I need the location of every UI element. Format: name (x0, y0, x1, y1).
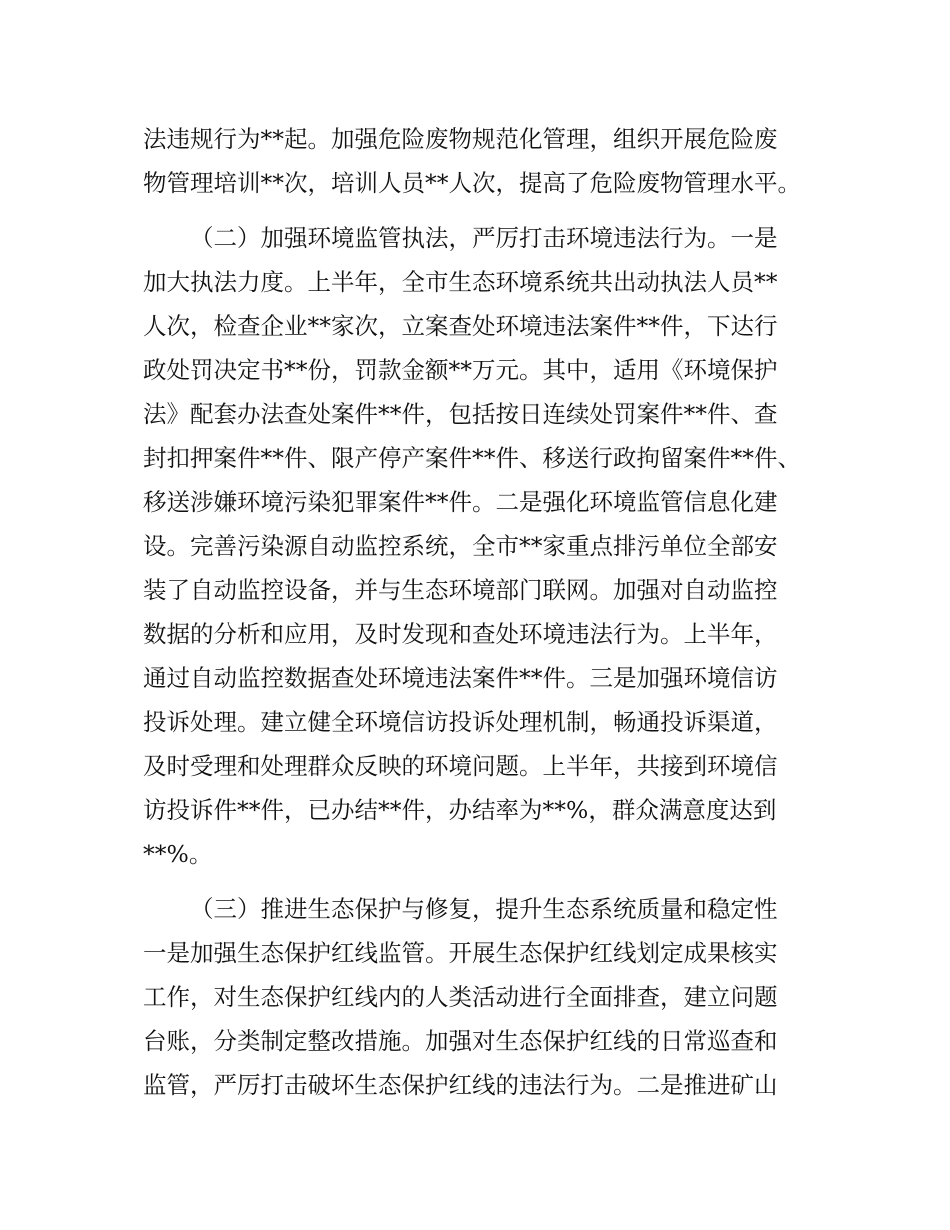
section-heading: （三）推进生态保护与修复，提升生态系统质量和稳定性 (190, 895, 778, 923)
text-line: 监管，严厉打击破坏生态保护红线的违法行为。二是推进矿山 (143, 1071, 778, 1099)
text-line: 加大执法力度。上半年，全市生态环境系统共出动执法人员** (143, 268, 778, 296)
text-line: 人次，检查企业**家次，立案查处环境违法案件**件，下达行 (143, 312, 778, 340)
text-line: **%。 (143, 840, 213, 868)
text-line: 数据的分析和应用，及时发现和查处环境违法行为。上半年， (143, 620, 778, 648)
text-line: 物管理培训**次，培训人员**人次，提高了危险废物管理水平。 (143, 169, 801, 197)
text-line: 政处罚决定书**份，罚款金额**万元。其中，适用《环境保护 (143, 356, 778, 384)
text-line: 法违规行为**起。加强危险废物规范化管理，组织开展危险废 (143, 125, 778, 153)
text-line: 移送涉嫌环境污染犯罪案件**件。二是强化环境监管信息化建 (143, 488, 778, 516)
text-line: 投诉处理。建立健全环境信访投诉处理机制，畅通投诉渠道， (143, 708, 778, 736)
section-heading: （二）加强环境监管执法，严厉打击环境违法行为。一是 (190, 224, 778, 252)
text-line: 设。完善污染源自动监控系统，全市**家重点排污单位全部安 (143, 532, 778, 560)
text-line: 法》配套办法查处案件**件，包括按日连续处罚案件**件、查 (143, 400, 778, 428)
text-line: 封扣押案件**件、限产停产案件**件、移送行政拘留案件**件、 (143, 444, 801, 472)
text-line: 装了自动监控设备，并与生态环境部门联网。加强对自动监控 (143, 576, 778, 604)
text-line: 工作，对生态保护红线内的人类活动进行全面排查，建立问题 (143, 983, 778, 1011)
text-line: 一是加强生态保护红线监管。开展生态保护红线划定成果核实 (143, 939, 778, 967)
text-line: 通过自动监控数据查处环境违法案件**件。三是加强环境信访 (143, 664, 778, 692)
text-line: 访投诉件**件，已办结**件，办结率为**%，群众满意度达到 (143, 796, 777, 824)
text-line: 台账，分类制定整改措施。加强对生态保护红线的日常巡查和 (143, 1027, 778, 1055)
text-line: 及时受理和处理群众反映的环境问题。上半年，共接到环境信 (143, 752, 778, 780)
